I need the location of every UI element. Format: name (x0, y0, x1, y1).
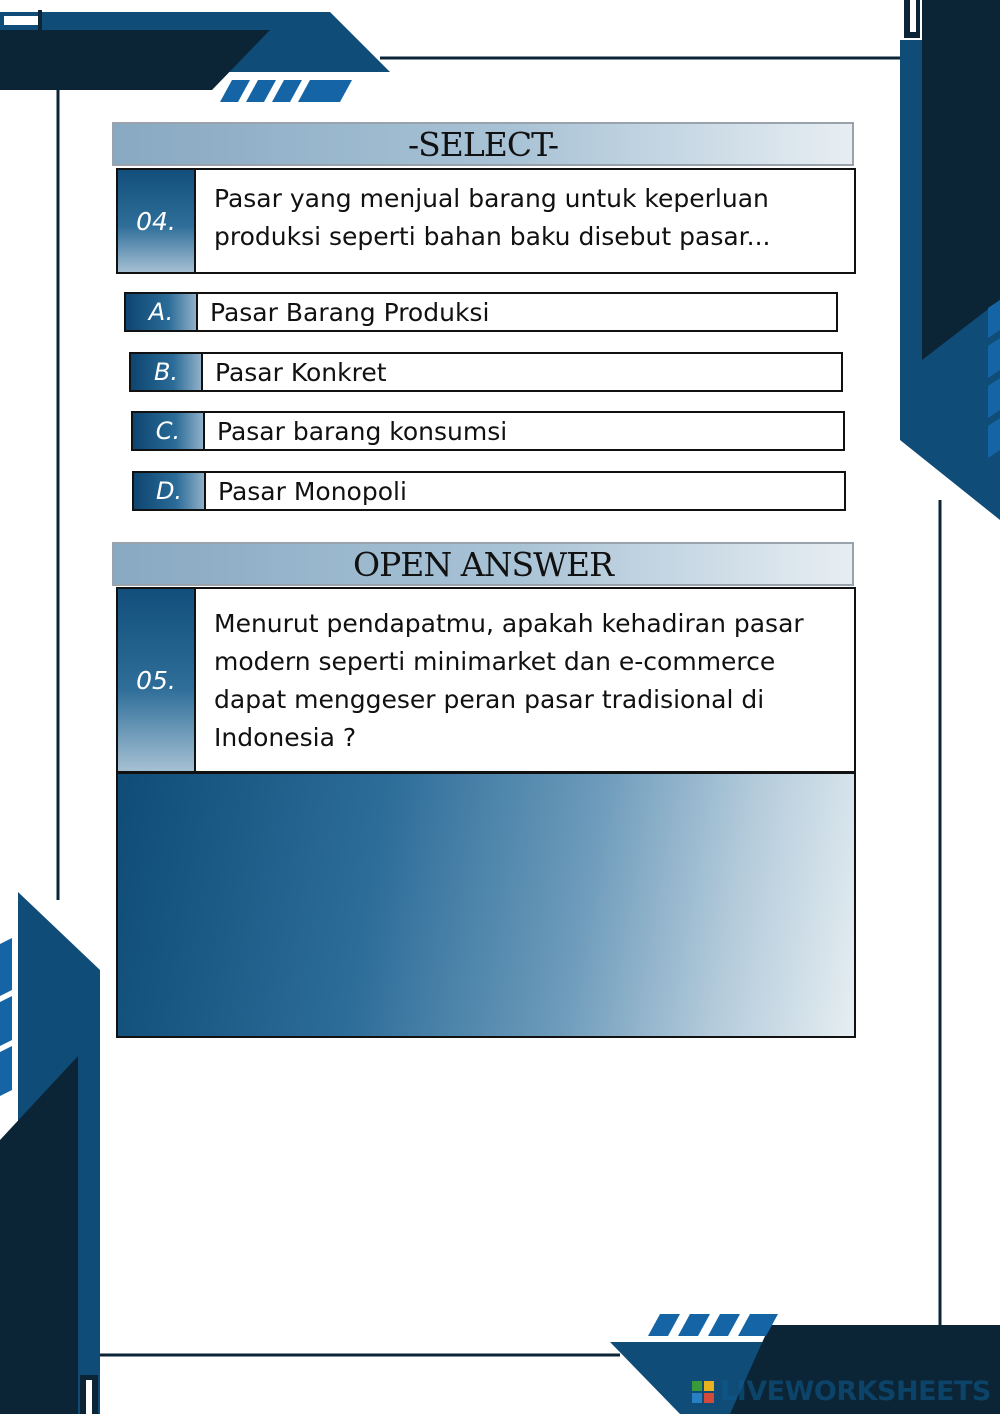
option-a-letter: A. (126, 294, 198, 330)
question-05-text: Menurut pendapatmu, apakah kehadiran pasar modern seperti minimarket dan e-commerce dapat menggeser peran pasar tradisional di Indonesia ? (214, 609, 804, 752)
option-b[interactable] (129, 352, 843, 392)
option-c-letter: C. (133, 413, 205, 449)
option-d[interactable] (132, 471, 846, 511)
open-answer-section-title: OPEN ANSWER (353, 544, 613, 584)
option-a-text: Pasar Barang Produksi (210, 297, 490, 327)
select-section-header (112, 122, 854, 166)
select-section-title: -SELECT- (407, 124, 558, 164)
question-05 (116, 587, 856, 773)
liveworksheets-watermark (692, 1376, 991, 1407)
option-d-letter: D. (134, 473, 206, 509)
option-a[interactable] (124, 292, 838, 332)
question-04-text: Pasar yang menjual barang untuk keperluan produksi seperti bahan baku disebut pasar... (214, 184, 771, 251)
question-04 (116, 168, 856, 274)
option-c-text: Pasar barang konsumsi (217, 416, 508, 446)
question-05-number: 05. (118, 589, 196, 771)
option-b-letter: B. (131, 354, 203, 390)
option-b-text: Pasar Konkret (215, 357, 387, 387)
option-c[interactable] (131, 411, 845, 451)
option-d-text: Pasar Monopoli (218, 476, 407, 506)
open-answer-section-header (112, 542, 854, 586)
open-answer-box[interactable] (116, 772, 856, 1038)
watermark-text: LIVEWORKSHEETS (720, 1376, 991, 1407)
question-04-number: 04. (118, 170, 196, 272)
liveworksheets-logo-icon (692, 1381, 714, 1403)
